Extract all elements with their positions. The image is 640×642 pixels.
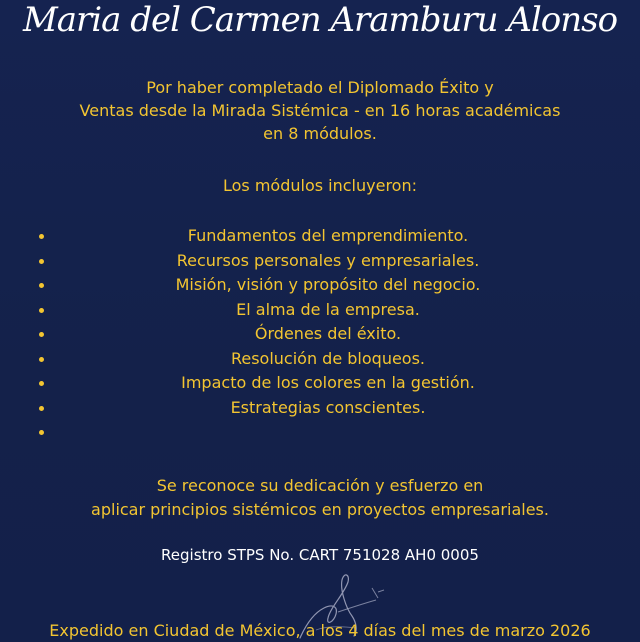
- intro-line: Ventas desde la Mirada Sistémica - en 16 horas académicas: [79, 101, 561, 120]
- module-item: [0, 298, 640, 323]
- bullet-dot-icon: [39, 259, 44, 264]
- issued-line: Expedido en Ciudad de México, a los 4 días del mes de marzo 2026: [49, 621, 591, 640]
- bullet-dot-icon: [39, 357, 44, 362]
- bullet-dot-icon: [39, 234, 44, 239]
- module-item: [0, 371, 640, 396]
- module-label: El alma de la empresa.: [236, 299, 420, 319]
- module-item: [0, 224, 640, 249]
- intro-text: [0, 76, 640, 145]
- module-item: [0, 273, 640, 298]
- recognition-line: Se reconoce su dedicación y esfuerzo en: [156, 476, 484, 495]
- intro-line: en 8 módulos.: [263, 124, 377, 143]
- registry-number: Registro STPS No. CART 751028 AH0 0005: [161, 546, 479, 564]
- intro-line: Por haber completado el Diplomado Éxito y: [146, 78, 494, 97]
- module-label: Resolución de bloqueos.: [230, 348, 426, 368]
- recognition-text: [0, 474, 640, 522]
- module-label: Órdenes del éxito.: [254, 324, 402, 343]
- module-item: [0, 396, 640, 421]
- module-label: Fundamentos del emprendimiento.: [187, 226, 469, 245]
- bullet-dot-icon: [39, 332, 44, 337]
- module-label: Estrategias conscientes.: [230, 397, 426, 417]
- bullet-dot-icon: [39, 283, 44, 288]
- module-item-empty: [0, 420, 640, 445]
- module-item: [0, 347, 640, 372]
- recipient-name: Maria del Carmen Aramburu Alonso: [22, 0, 618, 40]
- bullet-dot-icon: [39, 406, 44, 411]
- recognition-line: aplicar principios sistémicos en proyectos empresariales.: [91, 500, 549, 519]
- module-list: [0, 224, 640, 445]
- module-label: Misión, visión y propósito del negocio.: [175, 275, 481, 294]
- module-item: [0, 322, 640, 347]
- bullet-dot-icon: [39, 381, 44, 386]
- bullet-dot-icon: [39, 430, 44, 435]
- module-label: Impacto de los colores en la gestión.: [181, 373, 475, 392]
- bullet-dot-icon: [39, 308, 44, 313]
- modules-title: Los módulos incluyeron:: [223, 176, 417, 195]
- module-item: [0, 249, 640, 274]
- module-label: Recursos personales y empresariales.: [176, 250, 480, 270]
